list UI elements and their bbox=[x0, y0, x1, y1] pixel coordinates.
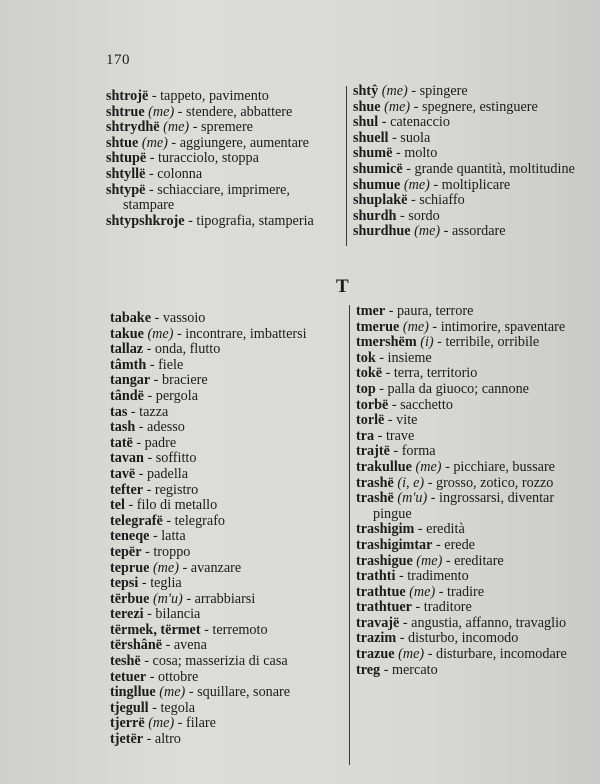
entry-headword: tepsi bbox=[110, 575, 139, 592]
entry-grammar-note: (me) bbox=[399, 318, 429, 335]
entry-headword: trathtue bbox=[356, 583, 406, 600]
dictionary-entry bbox=[353, 146, 585, 162]
entry-headword: tjegull bbox=[110, 699, 149, 716]
entry-translation: - vassoio bbox=[151, 310, 206, 326]
entry-headword: tangar bbox=[110, 372, 151, 389]
entry-headword: trashë bbox=[356, 490, 394, 507]
dictionary-entry bbox=[356, 320, 588, 336]
entry-headword: terezi bbox=[110, 606, 144, 623]
entry-translation: - terribile, orribile bbox=[433, 334, 540, 351]
entry-headword: tavan bbox=[110, 450, 144, 467]
entry-headword: tmerue bbox=[356, 318, 400, 335]
entry-headword: shue bbox=[353, 98, 381, 115]
page-number: 170 bbox=[106, 52, 130, 68]
dictionary-entry bbox=[356, 460, 588, 476]
entry-headword: tabake bbox=[110, 310, 151, 326]
entry-translation: - avena bbox=[162, 637, 207, 654]
entry-translation: - tegola bbox=[148, 699, 196, 716]
entry-translation: - spremere bbox=[189, 119, 253, 136]
entry-translation: - squillare, sonare bbox=[185, 684, 291, 701]
entry-headword: trashë bbox=[356, 474, 394, 491]
dictionary-entry bbox=[353, 162, 585, 178]
dictionary-entry bbox=[353, 224, 585, 240]
entry-headword: treg bbox=[356, 661, 381, 678]
column-bottom-left bbox=[110, 311, 342, 748]
dictionary-entry bbox=[110, 561, 342, 577]
entry-grammar-note: (me) bbox=[378, 83, 408, 99]
dictionary-entry bbox=[110, 732, 342, 748]
entry-translation: - filare bbox=[174, 715, 216, 732]
column-divider-top bbox=[346, 86, 347, 246]
dictionary-entry bbox=[353, 100, 585, 116]
entry-translation: - teglia bbox=[138, 575, 182, 592]
entry-headword: trazim bbox=[356, 630, 397, 647]
entry-grammar-note: (me) bbox=[159, 119, 190, 136]
column-bottom-right bbox=[356, 304, 588, 678]
dictionary-entry bbox=[110, 654, 342, 670]
dictionary-entry bbox=[356, 631, 588, 647]
dictionary-entry bbox=[110, 498, 342, 514]
entry-translation: - altro bbox=[143, 731, 181, 748]
entry-headword: tândë bbox=[110, 387, 144, 404]
dictionary-entry bbox=[353, 209, 585, 225]
entry-headword: trashigue bbox=[356, 552, 413, 569]
entry-translation: - molto bbox=[392, 145, 438, 162]
dictionary-entry bbox=[110, 327, 342, 343]
entry-headword: tallaz bbox=[110, 341, 144, 358]
entry-translation: - bilancia bbox=[143, 606, 201, 623]
entry-translation: - tipografia, stamperia bbox=[184, 212, 314, 229]
entry-translation: - padre bbox=[132, 434, 177, 451]
dictionary-entry bbox=[110, 545, 342, 561]
entry-headword: teshë bbox=[110, 653, 141, 670]
dictionary-entry bbox=[353, 193, 585, 209]
entry-headword: tepër bbox=[110, 543, 142, 560]
entry-translation: - onda, flutto bbox=[143, 341, 221, 358]
entry-translation: - angustia, affanno, travaglio bbox=[399, 614, 567, 631]
entry-headword: tetuer bbox=[110, 668, 147, 685]
entry-translation: - disturbo, incomodo bbox=[396, 630, 519, 647]
dictionary-entry bbox=[110, 529, 342, 545]
dictionary-entry bbox=[356, 398, 588, 414]
entry-headword: shurdhue bbox=[353, 223, 411, 240]
entry-headword: tjetër bbox=[110, 731, 144, 748]
entry-translation: - stendere, abbattere bbox=[174, 103, 293, 120]
entry-translation: - tradire bbox=[435, 583, 485, 600]
dictionary-entry bbox=[110, 483, 342, 499]
entry-headword: tërshânë bbox=[110, 637, 163, 654]
entry-translation: - picchiare, bussare bbox=[441, 458, 555, 475]
dictionary-entry bbox=[356, 491, 588, 522]
entry-grammar-note: (me) bbox=[394, 646, 425, 663]
entry-headword: tmershëm bbox=[356, 334, 417, 351]
dictionary-entry bbox=[353, 131, 585, 147]
dictionary-entry bbox=[110, 607, 342, 623]
dictionary-entry bbox=[353, 178, 585, 194]
entry-headword: tok bbox=[356, 349, 376, 366]
entry-translation: - padella bbox=[135, 465, 188, 482]
entry-translation: - tappeto, pavimento bbox=[148, 88, 269, 104]
entry-translation: - tradimento bbox=[395, 568, 469, 585]
entry-translation: - grosso, zotico, rozzo bbox=[424, 474, 554, 491]
entry-headword: trathtuer bbox=[356, 599, 412, 616]
entry-headword: shtŷ bbox=[353, 83, 379, 99]
entry-headword: shtypshkroje bbox=[106, 212, 185, 229]
dictionary-entry bbox=[356, 522, 588, 538]
entry-translation: - tazza bbox=[127, 403, 169, 420]
entry-grammar-note: (me) bbox=[143, 325, 174, 342]
entry-translation: - ottobre bbox=[146, 668, 199, 685]
dictionary-entry bbox=[110, 420, 342, 436]
dictionary-entry bbox=[110, 342, 342, 358]
entry-headword: teprue bbox=[110, 559, 150, 576]
entry-translation: - erede bbox=[432, 536, 475, 553]
entry-headword: shtrue bbox=[106, 103, 145, 120]
entry-grammar-note: (m'u) bbox=[393, 490, 428, 507]
entry-headword: tingllue bbox=[110, 684, 156, 701]
dictionary-entry bbox=[356, 600, 588, 616]
dictionary-entry bbox=[106, 105, 338, 121]
dictionary-entry bbox=[356, 554, 588, 570]
entry-headword: torbë bbox=[356, 396, 389, 413]
entry-headword: tash bbox=[110, 419, 136, 436]
entry-translation: - pergola bbox=[143, 387, 199, 404]
entry-headword: tërbue bbox=[110, 590, 150, 607]
entry-grammar-note: (me) bbox=[138, 134, 168, 151]
entry-headword: shumue bbox=[353, 176, 401, 193]
dictionary-entry bbox=[356, 444, 588, 460]
dictionary-entry bbox=[356, 413, 588, 429]
entry-headword: tmer bbox=[356, 303, 386, 319]
entry-translation: - eredità bbox=[414, 521, 465, 538]
entry-translation: - latta bbox=[149, 528, 186, 545]
entry-translation: - braciere bbox=[150, 372, 208, 389]
entry-headword: tâmth bbox=[110, 356, 147, 373]
dictionary-entry bbox=[110, 358, 342, 374]
entry-headword: shumë bbox=[353, 145, 393, 162]
entry-grammar-note: (me) bbox=[155, 684, 186, 701]
entry-translation: - schiacciare, imprimere, stampare bbox=[123, 181, 290, 214]
entry-translation: - schiaffo bbox=[407, 192, 465, 209]
entry-translation: - ereditare bbox=[442, 552, 504, 569]
dictionary-entry bbox=[106, 89, 338, 105]
entry-headword: shtue bbox=[106, 134, 139, 151]
entry-grammar-note: (me) bbox=[412, 552, 443, 569]
dictionary-entry bbox=[356, 335, 588, 351]
entry-grammar-note: (me) bbox=[410, 223, 441, 240]
dictionary-entry bbox=[106, 120, 338, 136]
entry-translation: - incontrare, imbattersi bbox=[173, 325, 307, 342]
dictionary-entry bbox=[356, 585, 588, 601]
entry-headword: trathti bbox=[356, 568, 396, 585]
entry-translation: - terremoto bbox=[200, 621, 268, 638]
dictionary-entry bbox=[356, 663, 588, 679]
dictionary-entry bbox=[110, 670, 342, 686]
entry-headword: shtupë bbox=[106, 150, 147, 167]
entry-headword: shumicë bbox=[353, 160, 403, 177]
dictionary-entry bbox=[106, 167, 338, 183]
dictionary-entry bbox=[110, 467, 342, 483]
entry-grammar-note: (i, e) bbox=[393, 474, 425, 491]
entry-translation: - aggiungere, aumentare bbox=[167, 134, 309, 151]
dictionary-entry bbox=[110, 592, 342, 608]
entry-headword: tjerrë bbox=[110, 715, 145, 732]
entry-headword: travajë bbox=[356, 614, 400, 631]
entry-translation: - arrabbiarsi bbox=[182, 590, 256, 607]
entry-translation: - moltiplicare bbox=[429, 176, 511, 193]
entry-grammar-note: (m'u) bbox=[149, 590, 183, 607]
entry-headword: trakullue bbox=[356, 458, 412, 475]
dictionary-entry bbox=[110, 451, 342, 467]
dictionary-entry bbox=[356, 382, 588, 398]
entry-headword: shuplakë bbox=[353, 192, 408, 209]
entry-grammar-note: (me) bbox=[144, 103, 175, 120]
entry-headword: telegrafë bbox=[110, 512, 163, 529]
entry-headword: shtyllë bbox=[106, 165, 146, 182]
entry-translation: - assordare bbox=[440, 223, 506, 240]
entry-translation: - vite bbox=[384, 412, 418, 429]
entry-grammar-note: (me) bbox=[144, 715, 175, 732]
entry-translation: - palla da giuoco; cannone bbox=[375, 380, 529, 397]
entry-translation: - forma bbox=[389, 443, 436, 460]
dictionary-entry bbox=[110, 716, 342, 732]
entry-headword: top bbox=[356, 380, 376, 397]
entry-translation: - telegrafo bbox=[162, 512, 226, 529]
dictionary-entry bbox=[356, 569, 588, 585]
entry-headword: shul bbox=[353, 114, 379, 131]
entry-headword: tavë bbox=[110, 465, 136, 482]
entry-headword: trashigimtar bbox=[356, 536, 433, 553]
entry-translation: - catenaccio bbox=[378, 114, 450, 131]
dictionary-entry bbox=[356, 429, 588, 445]
entry-headword: tërmek, tërmet bbox=[110, 621, 201, 638]
dictionary-entry bbox=[110, 389, 342, 405]
entry-headword: teneqe bbox=[110, 528, 150, 545]
entry-translation: - sacchetto bbox=[388, 396, 453, 413]
entry-translation: - trave bbox=[374, 427, 415, 444]
entry-headword: tas bbox=[110, 403, 128, 420]
entry-headword: trajtë bbox=[356, 443, 390, 460]
dictionary-entry bbox=[110, 405, 342, 421]
entry-translation: - fiele bbox=[146, 356, 184, 373]
section-letter-heading: T bbox=[336, 276, 349, 297]
entry-translation: - ingrossarsi, diventar pingue bbox=[373, 490, 555, 522]
dictionary-entry bbox=[106, 151, 338, 167]
dictionary-entry bbox=[110, 685, 342, 701]
entry-translation: - sordo bbox=[396, 207, 440, 224]
entry-headword: tefter bbox=[110, 481, 144, 498]
entry-headword: tra bbox=[356, 427, 375, 444]
entry-grammar-note: (me) bbox=[405, 583, 436, 600]
dictionary-entry bbox=[353, 84, 585, 100]
entry-translation: - paura, terrore bbox=[385, 303, 474, 319]
entry-headword: torlë bbox=[356, 412, 385, 429]
entry-headword: shurdh bbox=[353, 207, 397, 224]
dictionary-entry bbox=[356, 366, 588, 382]
dictionary-entry bbox=[356, 538, 588, 554]
entry-translation: - mercato bbox=[380, 661, 438, 678]
dictionary-entry bbox=[110, 436, 342, 452]
entry-headword: tel bbox=[110, 497, 125, 514]
dictionary-entry bbox=[356, 647, 588, 663]
dictionary-entry bbox=[106, 183, 338, 214]
entry-grammar-note: (i) bbox=[416, 334, 434, 351]
entry-translation: - spegnere, estinguere bbox=[410, 98, 538, 115]
entry-translation: - spingere bbox=[407, 83, 468, 99]
entry-translation: - suola bbox=[388, 129, 431, 146]
entry-headword: shtypë bbox=[106, 181, 146, 198]
entry-headword: trazue bbox=[356, 646, 395, 663]
dictionary-entry bbox=[353, 115, 585, 131]
entry-translation: - cosa; masserizia di casa bbox=[140, 653, 288, 670]
entry-translation: - avanzare bbox=[178, 559, 242, 576]
entry-translation: - soffitto bbox=[143, 450, 197, 467]
entry-translation: - intimorire, spaventare bbox=[428, 318, 566, 335]
dictionary-entry bbox=[110, 576, 342, 592]
dictionary-entry bbox=[356, 616, 588, 632]
entry-headword: takue bbox=[110, 325, 144, 342]
entry-translation: - disturbare, incomodare bbox=[424, 646, 567, 663]
dictionary-entry bbox=[110, 373, 342, 389]
entry-translation: - troppo bbox=[141, 543, 191, 560]
entry-translation: - turacciolo, stoppa bbox=[146, 150, 259, 167]
entry-translation: - registro bbox=[143, 481, 199, 498]
dictionary-entry bbox=[110, 701, 342, 717]
entry-grammar-note: (me) bbox=[400, 176, 430, 193]
dictionary-entry bbox=[106, 214, 338, 230]
entry-translation: - traditore bbox=[411, 599, 472, 616]
dictionary-entry bbox=[110, 311, 342, 327]
entry-headword: trashigim bbox=[356, 521, 415, 538]
entry-headword: shtrojë bbox=[106, 88, 149, 104]
entry-headword: shtrydhë bbox=[106, 119, 160, 136]
dictionary-entry bbox=[110, 623, 342, 639]
column-divider-bottom bbox=[349, 305, 350, 765]
entry-headword: tatë bbox=[110, 434, 133, 451]
entry-grammar-note: (me) bbox=[411, 458, 442, 475]
entry-headword: tokë bbox=[356, 365, 383, 382]
column-top-left bbox=[106, 89, 338, 229]
dictionary-entry bbox=[356, 476, 588, 492]
dictionary-entry bbox=[110, 638, 342, 654]
dictionary-entry bbox=[356, 304, 588, 320]
dictionary-entry bbox=[110, 514, 342, 530]
dictionary-entry bbox=[356, 351, 588, 367]
entry-translation: - insieme bbox=[375, 349, 432, 366]
entry-translation: - grande quantità, moltitudine bbox=[402, 160, 575, 177]
entry-grammar-note: (me) bbox=[380, 98, 411, 115]
entry-headword: shuell bbox=[353, 129, 389, 146]
dictionary-entry bbox=[106, 136, 338, 152]
entry-translation: - colonna bbox=[145, 165, 203, 182]
entry-translation: - terra, territorio bbox=[382, 365, 478, 382]
entry-grammar-note: (me) bbox=[149, 559, 179, 576]
column-top-right bbox=[353, 84, 585, 240]
entry-translation: - adesso bbox=[135, 419, 185, 436]
entry-translation: - filo di metallo bbox=[124, 497, 218, 514]
